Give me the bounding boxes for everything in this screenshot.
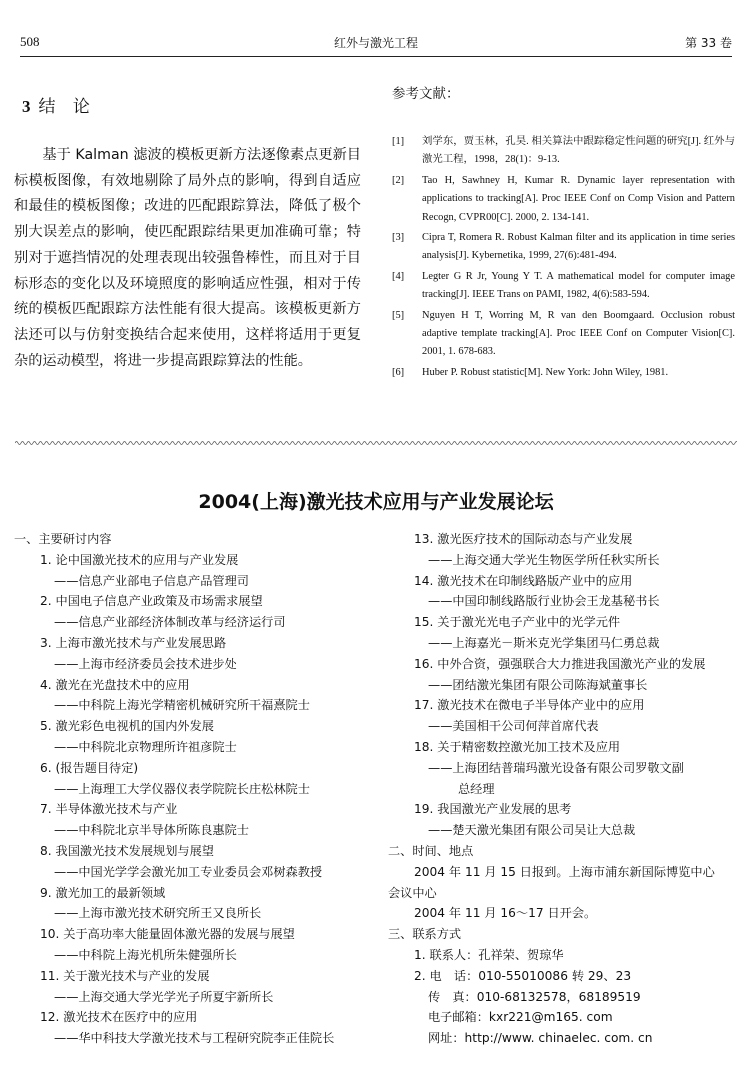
forum-line: ——上海交通大学光学光子所夏宇新所长 [54, 989, 274, 1004]
forum-line: 1. 论中国激光技术的应用与产业发展 [40, 552, 239, 567]
forum-line: ——中国印制线路版行业协会王龙基秘书长 [428, 594, 660, 609]
wavy-divider [15, 440, 737, 446]
forum-line: ——中科院北京半导体所陈良惠院士 [54, 823, 249, 838]
forum-line: ——中科院上海光学精密机械研究所干福熹院士 [54, 698, 310, 713]
reference-number: [3] [392, 232, 405, 244]
journal-title: 红外与激光工程 [333, 36, 418, 50]
forum-line: 一、主要研讨内容 [14, 532, 112, 546]
forum-line: 会议中心 [388, 885, 437, 900]
forum-line: ——上海理工大学仪器仪表学院院长庄松林院士 [54, 781, 310, 796]
reference-item [392, 364, 735, 382]
forum-line: 17. 激光技术在微电子半导体产业中的应用 [414, 698, 645, 713]
forum-line: 18. 关于精密数控激光加工技术及应用 [414, 739, 621, 754]
reference-list [392, 133, 735, 384]
forum-line: 网址：http://www. chinaelec. com. cn [428, 1031, 653, 1046]
forum-line: 13. 激光医疗技术的国际动态与产业发展 [414, 532, 633, 546]
reference-number: [6] [392, 366, 405, 378]
forum-line: ——上海市经济委员会技术进步处 [54, 656, 237, 671]
conclusion-paragraph: 基于 Kalman 滤波的模板更新方法逐像素点更新目标模板图像，有效地剔除了局外点的影响，得到自适应和最佳的模板图像；改进的匹配跟踪算法，降低了极个别大误差点的影响，使匹配跟踪结果更加准确可靠；特别对于遮挡情况的处理表现出较强鲁棒性，而且对于目标形态的变化以及环境照度的影响适应性强，相对于传统的模板匹配跟踪方法性能有很大提高。该模板更新方法还可以与仿射变换结合起来使用，这样将适用于更复杂的运动模型，将进一步提高跟踪算法的性能。 [14, 147, 361, 369]
reference-text: Huber P. Robust statistic[M]. New York: John Wiley, 1981. [422, 366, 669, 378]
header-rule [20, 56, 732, 57]
forum-line: 8. 我国激光技术发展规划与展望 [40, 843, 214, 858]
reference-text: Tao H, Sawhney H, Kumar R. Dynamic layer representation with applications to tracking[A]. Proc IEEE Conf on Comp Vision and Pattern Recogn, CVPR00[C]. 2000, 2. 134-141. [422, 174, 735, 223]
forum-line: 14. 激光技术在印制线路版产业中的应用 [414, 573, 633, 588]
section-number: 3 [22, 97, 31, 116]
forum-line: 15. 关于激光光电子产业中的光学元件 [414, 615, 621, 630]
forum-line: ——上海交通大学光生物医学所任秋实所长 [428, 552, 660, 567]
reference-number: [5] [392, 309, 405, 321]
forum-line: 3. 上海市激光技术与产业发展思路 [40, 635, 227, 650]
volume-label: 第 33 卷 [685, 36, 732, 50]
forum-line: 2004 年 11 月 15 日报到。上海市浦东新国际博览中心 [414, 864, 715, 879]
section-title: 结 论 [38, 97, 96, 117]
forum-line: 2. 电 话：010-55010086 转 29、23 [414, 968, 632, 983]
forum-line: ——楚天激光集团有限公司吴让大总裁 [428, 823, 636, 838]
forum-line: ——上海嘉光－斯米克光学集团马仁勇总裁 [428, 635, 660, 650]
forum-line: 6. (报告题目待定) [40, 760, 139, 775]
forum-line: 12. 激光技术在医疗中的应用 [40, 1010, 198, 1025]
forum-line: 7. 半导体激光技术与产业 [40, 802, 178, 817]
forum-line: ——中国光学学会激光加工专业委员会邓树森教授 [54, 864, 323, 879]
forum-title: 2004(上海)激光技术应用与产业发展论坛 [198, 491, 554, 513]
forum-line: 16. 中外合资，强强联合大力推进我国激光产业的发展 [414, 656, 706, 671]
running-header [20, 34, 732, 54]
forum-line: 总经理 [458, 781, 495, 796]
reference-item [392, 268, 735, 305]
forum-line: 9. 激光加工的最新领域 [40, 885, 166, 900]
page-number: 508 [20, 34, 40, 49]
forum-line: ——团结激光集团有限公司陈海斌董事长 [428, 677, 648, 692]
forum-line: ——华中科技大学激光技术与工程研究院李正佳院长 [54, 1031, 335, 1046]
section-heading [22, 92, 96, 117]
references-title: 参考文献： [392, 86, 460, 102]
forum-line: 2004 年 11 月 16～17 日开会。 [414, 906, 597, 921]
forum-line: ——信息产业部经济体制改革与经济运行司 [54, 615, 286, 630]
reference-text: 刘学东，贾玉林，孔昊. 相关算法中跟踪稳定性问题的研究[J]. 红外与激光工程，1998，28(1)：9-13. [422, 136, 735, 166]
forum-line: 11. 关于激光技术与产业的发展 [40, 968, 210, 983]
forum-line: ——美国相干公司何萍首席代表 [428, 719, 599, 734]
forum-line: 2. 中国电子信息产业政策及市场需求展望 [40, 594, 263, 609]
reference-text: Legter G R Jr, Young Y T. A mathematical model for computer image tracking[J]. IEEE Trans on PAMI, 1982, 4(6):583-594. [422, 270, 735, 301]
reference-item [392, 307, 735, 362]
forum-line: 电子邮箱：kxr221@m165. com [428, 1010, 613, 1025]
forum-line: 4. 激光在光盘技术中的应用 [40, 677, 190, 692]
forum-line: ——上海市激光技术研究所王又良所长 [54, 906, 262, 921]
forum-line: 传 真：010-68132578，68189519 [428, 989, 641, 1004]
reference-item [392, 229, 735, 266]
forum-line: 19. 我国激光产业发展的思考 [414, 802, 572, 817]
reference-number: [1] [392, 136, 405, 147]
forum-right-column [388, 529, 738, 1049]
reference-text: Cipra T, Romera R. Robust Kalman filter and its application in time series analysis[J]. Kybernetika, 1999, 27(6):481-494. [422, 232, 735, 262]
forum-line: ——中科院上海光机所朱健强所长 [54, 947, 237, 962]
forum-line: 1. 联系人：孔祥荣、贺琼华 [414, 947, 564, 962]
forum-line: ——上海团结普瑞玛激光设备有限公司罗敬文副 [428, 760, 684, 775]
reference-number: [4] [392, 270, 405, 282]
forum-line: 5. 激光彩色电视机的国内外发展 [40, 719, 214, 734]
forum-left-column [14, 529, 374, 1049]
reference-text: Nguyen H T, Worring M, R van den Boomgaard. Occlusion robust adaptive template tracking[A]. Proc IEEE Conf on Computer Vision[C]. 2001, 1. 678-683. [422, 309, 735, 358]
reference-item [392, 133, 735, 170]
forum-line: ——中科院北京物理所许祖彦院士 [54, 739, 237, 754]
forum-line: ——信息产业部电子信息产品管理司 [54, 573, 249, 588]
forum-line: 三、联系方式 [388, 927, 462, 942]
forum-line: 二、时间、地点 [388, 843, 474, 858]
reference-item [392, 172, 735, 227]
reference-number: [2] [392, 174, 405, 186]
forum-line: 10. 关于高功率大能量固体激光器的发展与展望 [40, 927, 295, 942]
